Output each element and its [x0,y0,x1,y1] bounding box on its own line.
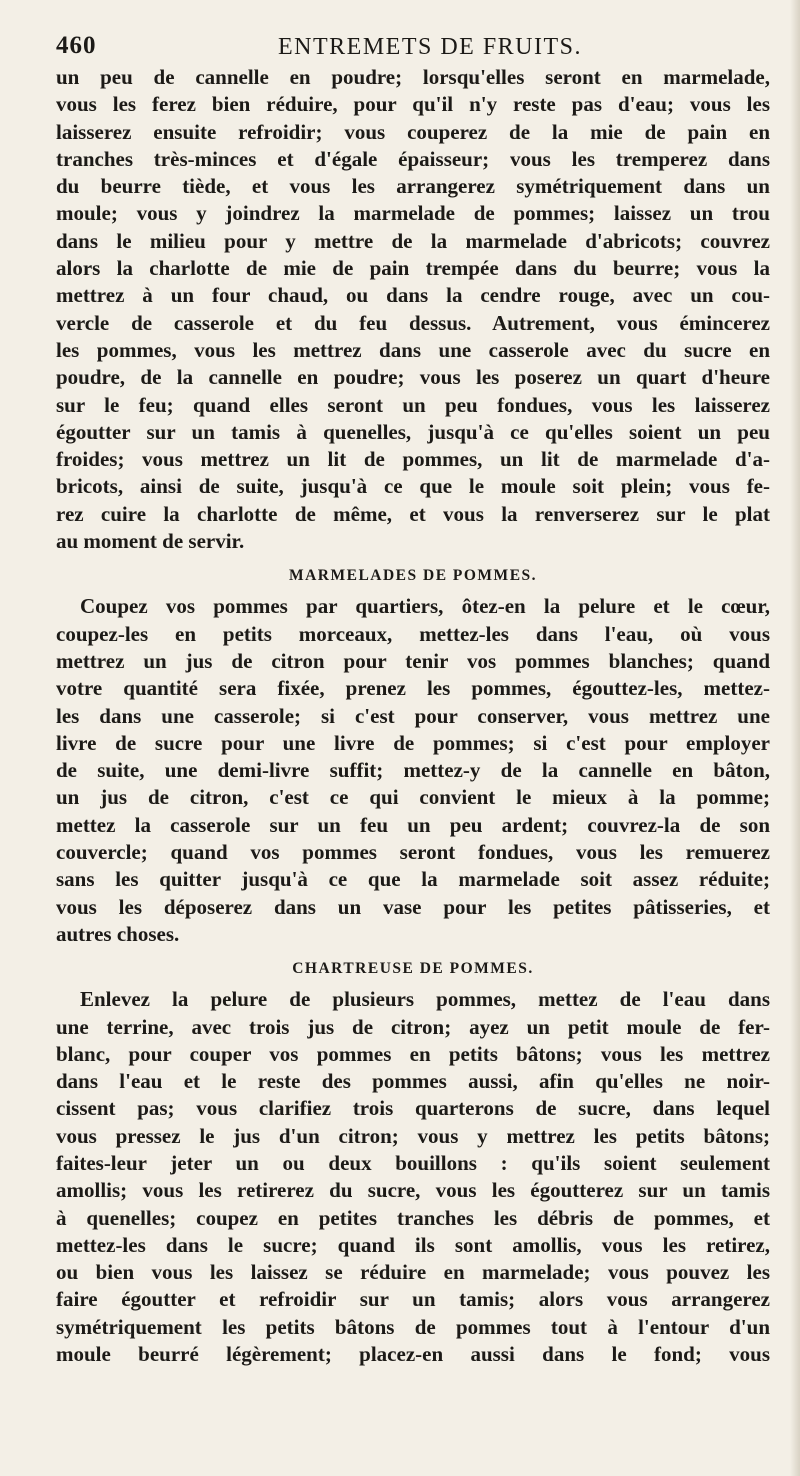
text-line: rez cuire la charlotte de même, et vous la renverserez sur le plat [56,501,770,526]
text-line: vercle de casserole et du feu dessus. Autrement, vous émincerez [56,310,770,335]
text-line: vous les ferez bien réduire, pour qu'il n'y reste pas d'eau; vous les [56,92,770,117]
section-heading: MARMELADES DE POMMES. [288,567,538,585]
text-line: votre quantité sera fixée, prenez les pommes, égouttez-les, mettez- [56,676,770,701]
text-line: faites-leur jeter un ou deux bouillons : qu'ils soient seulement [56,1150,770,1175]
text-line: mettez-les dans le sucre; quand ils sont amollis, vous les retirez, [56,1232,770,1257]
text-line: les pommes, vous les mettrez dans une casserole avec du sucre en [56,337,770,362]
text-line: moule beurré légèrement; placez-en aussi dans le fond; vous [56,1342,770,1367]
text-line: égoutter sur un tamis à quenelles, jusqu'à ce qu'elles soient un peu [56,419,770,444]
text-line: alors la charlotte de mie de pain trempée dans du beurre; vous la [56,256,770,281]
text-line: sans les quitter jusqu'à ce que la marmelade soit assez réduite; [56,867,770,892]
text-line: Coupez vos pommes par quartiers, ôtez-en la pelure et le cœur, [80,594,770,619]
text-line: du beurre tiède, et vous les arrangerez symétriquement dans un [56,174,770,199]
text-line: amollis; vous les retirerez du sucre, vous les égoutterez sur un tamis [56,1178,770,1203]
text-line: faire égoutter et refroidir sur un tamis; alors vous arrangerez [56,1287,770,1312]
text-line: bricots, ainsi de suite, jusqu'à ce que le moule soit plein; vous fe- [56,474,770,499]
text-line: couvercle; quand vos pommes seront fondues, vous les remuerez [56,840,770,865]
text-line: un peu de cannelle en poudre; lorsqu'elles seront en marmelade, [56,65,770,89]
text-line: les dans une casserole; si c'est pour conserver, vous mettrez une [56,703,770,728]
section-chartreuse [56,960,770,1368]
text-line: coupez-les en petits morceaux, mettez-les dans l'eau, où vous [56,621,770,646]
text-line: ou bien vous les laissez se réduire en marmelade; vous pouvez les [56,1260,770,1285]
text-line: laisserez ensuite refroidir; vous couperez de la mie de pain en [56,119,770,144]
text-line: Enlevez la pelure de plusieurs pommes, mettez de l'eau dans [80,987,770,1012]
text-line: moule; vous y joindrez la marmelade de pommes; laissez un trou [56,201,770,226]
text-line: blanc, pour couper vos pommes en petits bâtons; vous les mettrez [56,1041,770,1066]
text-line: mettrez à un four chaud, ou dans la cendre rouge, avec un cou- [56,283,770,308]
running-title: ENTREMETS DE FRUITS. [278,34,583,60]
text-line: mettrez un jus de citron pour tenir vos pommes blanches; quand [56,648,770,673]
page-number: 460 [56,32,97,59]
text-line: froides; vous mettrez un lit de pommes, un lit de marmelade d'a- [56,447,770,472]
text-line: symétriquement les petits bâtons de pommes tout à l'entour d'un [56,1314,770,1339]
page-edge-shadow [790,0,800,1476]
text-line: mettez la casserole sur un feu un peu ardent; couvrez-la de son [56,812,770,837]
text-line: au moment de servir. [56,529,245,554]
text-line: à quenelles; coupez en petites tranches les débris de pommes, et [56,1205,770,1230]
text-line: tranches très-minces et d'égale épaisseur; vous les tremperez dans [56,146,770,171]
text-line: vous les déposerez dans un vase pour les petites pâtisseries, et [56,894,770,919]
text-line: un jus de citron, c'est ce qui convient le mieux à la pomme; [56,785,770,810]
text-line: livre de sucre pour une livre de pommes; si c'est pour employer [56,730,770,755]
text-line: cissent pas; vous clarifiez trois quarterons de sucre, dans lequel [56,1096,770,1121]
text-line: sur le feu; quand elles seront un peu fondues, vous les laisserez [56,392,770,417]
section-marmelades [56,567,770,948]
text-line: dans le milieu pour y mettre de la marmelade d'abricots; couvrez [56,228,770,253]
text-line: autres choses. [56,921,180,946]
text-line: poudre, de la cannelle en poudre; vous les poserez un quart d'heure [56,365,770,390]
text-line: dans l'eau et le reste des pommes aussi, afin qu'elles ne noir- [56,1069,770,1094]
text-line: vous pressez le jus d'un citron; vous y mettrez les petits bâtons; [56,1123,770,1148]
text-line: de suite, une demi-livre suffit; mettez-y de la cannelle en bâton, [56,758,770,783]
section-charlotte-text [56,64,770,555]
page-header [56,24,770,64]
text-line: une terrine, avec trois jus de citron; ayez un petit moule de fer- [56,1014,770,1039]
section-heading: CHARTREUSE DE POMMES. [292,960,534,978]
